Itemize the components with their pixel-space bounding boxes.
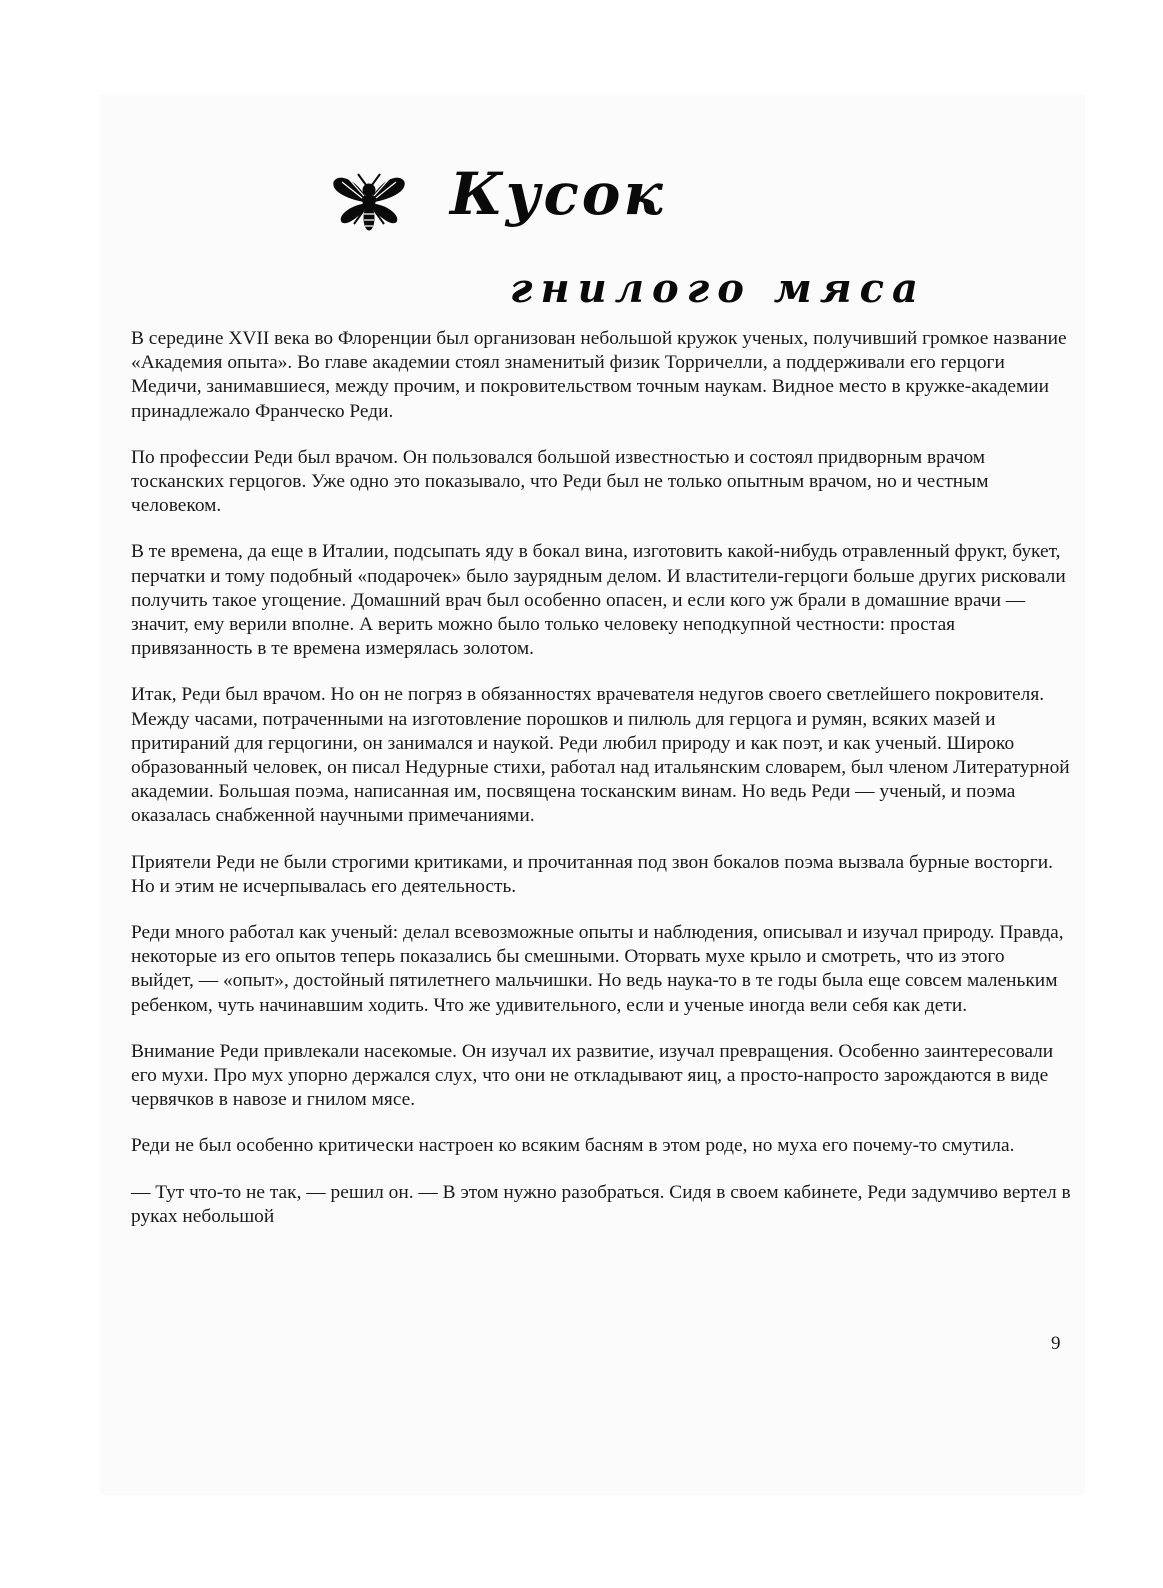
body-text [131,327,1071,1251]
paragraph: Реди не был особенно критически настроен ко всяким басням в этом роде, но муха его почему-то смутила. [131,1135,1015,1157]
chapter-header [320,150,926,320]
paragraph: Реди много работал как ученый: делал всевозможные опыты и наблюдения, описывал и изучал природу. Правда, некоторые из его опытов теперь показались бы смешными. Оторвать мухе крыло и смотреть, что из этого выйдет, — «опыт», достойный пятилетнего мальчишки. Но ведь наука-то в те годы была еще совсем маленьким ребенком, чуть начинавшим ходить. Что же удивительного, если и ученые иногда вели себя как дети. [131,922,1064,1016]
paragraph: По профессии Реди был врачом. Он пользовался большой известностью и состоял придворным врачом тосканских герцогов. Уже одно это показывало, что Реди был не только опытным врачом, но и честным человеком. [131,446,989,517]
paragraph: В те времена, да еще в Италии, подсыпать яду в бокал вина, изготовить какой-нибудь отравленный фрукт, букет, перчатки и тому подобный «подарочек» было заурядным делом. И властители-герцоги больше других рисковали получить такое угощение. Домашний врач был особенно опасен, и если кого уж брали в домашние врачи — значит, ему верили вполне. А верить можно было только человеку неподкупной честности: простая привязанность в те времена измерялась золотом. [131,541,1066,660]
chapter-title-line-2: гнилого мяса [510,265,926,312]
paragraph: Внимание Реди привлекали насекомые. Он изучал их развитие, изучал превращения. Особенно заинтересовали его мухи. Про мух упорно держался слух, что они не откладывают яиц, а просто-напросто зарождаются в виде червячков в навозе и гнилом мясе. [131,1040,1054,1111]
fly-icon [330,168,408,236]
paragraph: В середине XVII века во Флоренции был организован небольшой кружок ученых, получивший громкое название «Академия опыта». Во главе академии стоял знаменитый физик Торричелли, а поддерживали его герцоги Медичи, занимавшиеся, между прочим, и покровительством точным наукам. Видное место в кружке-академии принадлежало Франческо Реди. [131,328,1067,422]
paragraph: Приятели Реди не были строгими критиками, и прочитанная под звон бокалов поэма вызвала бурные восторги. Но и этим не исчерпывалась его деятельность. [131,851,1053,897]
paragraph: — Тут что-то не так, — решил он. — В этом нужно разобраться. Сидя в своем кабинете, Реди задумчиво вертел в руках небольшой [131,1181,1071,1227]
paragraph: Итак, Реди был врачом. Но он не погряз в обязанностях врачевателя недугов своего светлейшего покровителя. Между часами, потраченными на изготовление порошков и пилюль для герцога и румян, всяких мазей и притираний для герцогини, он занимался и наукой. Реди любил природу и как поэт, и как ученый. Широко образованный человек, он писал Недурные стихи, работал над итальянским словарем, был членом Литературной академии. Большая поэма, написанная им, посвящена тосканским винам. Но ведь Реди — ученый, и поэма оказалась снабженной научными примечаниями. [131,684,1070,827]
chapter-title-line-1: Кусок [450,160,666,228]
page-number: 9 [1051,1333,1061,1354]
